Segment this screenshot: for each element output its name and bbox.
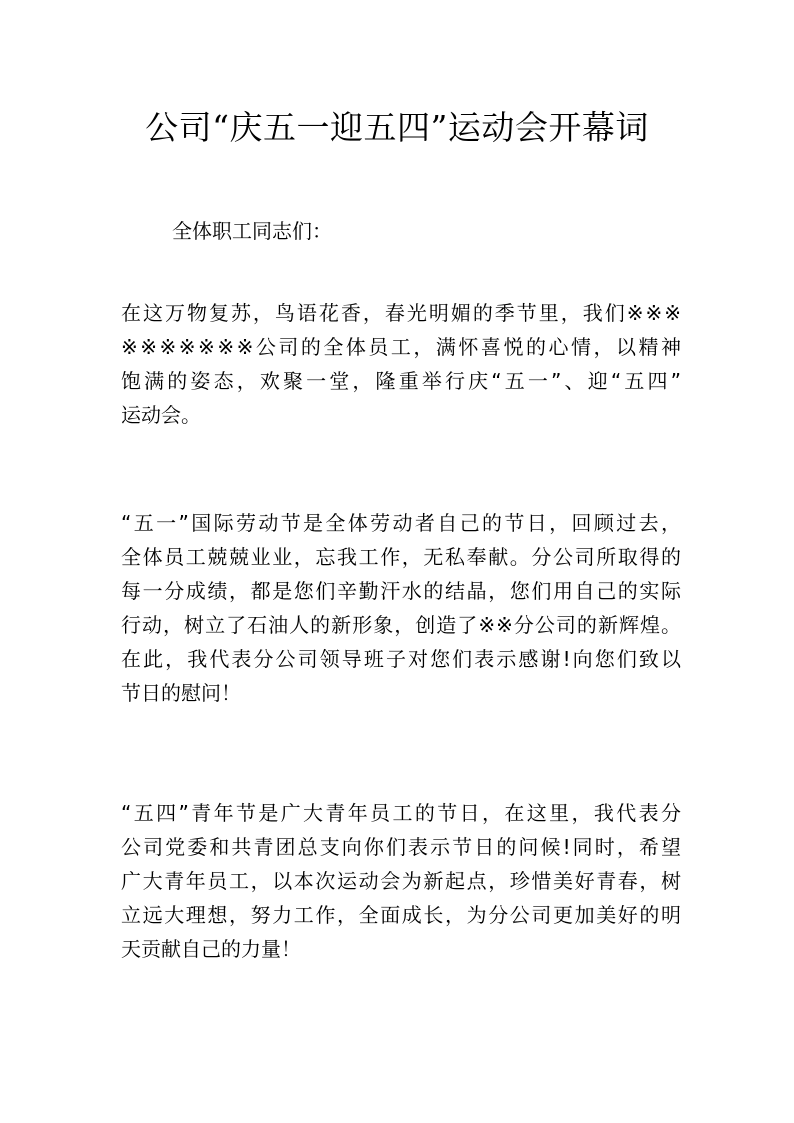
- paragraph-line: 运动会。: [121, 403, 201, 427]
- paragraph-line: 每一分成绩，都是您们辛勤汗水的结晶，您们用自己的实际: [121, 579, 681, 603]
- paragraph-line: 节日的慰问！: [121, 681, 241, 705]
- paragraph-line: 公司党委和共青团总支向你们表示节日的问候!同时，希望: [121, 835, 681, 859]
- paragraph-line: 立远大理想，努力工作，全面成长，为分公司更加美好的明: [121, 903, 681, 927]
- paragraph-line: 广大青年员工，以本次运动会为新起点，珍惜美好青春，树: [121, 869, 681, 893]
- paragraph-opening: [121, 296, 681, 432]
- paragraph-line: 在这万物复苏，鸟语花香，春光明媚的季节里，我们※※※: [121, 301, 681, 325]
- paragraph-line: “五一”国际劳动节是全体劳动者自己的节日，回顾过去，: [121, 511, 681, 535]
- paragraph-line: 在此，我代表分公司领导班子对您们表示感谢!向您们致以: [121, 647, 681, 671]
- paragraph-line: 饱满的姿态，欢聚一堂，隆重举行庆“五一”、迎“五四”: [121, 369, 681, 393]
- document-title: 公司“庆五一迎五四”运动会开幕词: [145, 108, 649, 147]
- paragraph-line: ※※※※※※※公司的全体员工，满怀喜悦的心情，以精神: [121, 335, 681, 359]
- salutation: 全体职工同志们：: [172, 219, 332, 243]
- paragraph-labor-day: [121, 506, 681, 710]
- paragraph-youth-day: [121, 796, 681, 966]
- paragraph-line: “五四”青年节是广大青年员工的节日，在这里，我代表分: [121, 801, 681, 825]
- paragraph-line: 全体员工兢兢业业，忘我工作，无私奉献。分公司所取得的: [121, 545, 681, 569]
- paragraph-line: 天贡献自己的力量！: [121, 937, 301, 961]
- paragraph-line: 行动，树立了石油人的新形象，创造了※※分公司的新辉煌。: [121, 613, 681, 637]
